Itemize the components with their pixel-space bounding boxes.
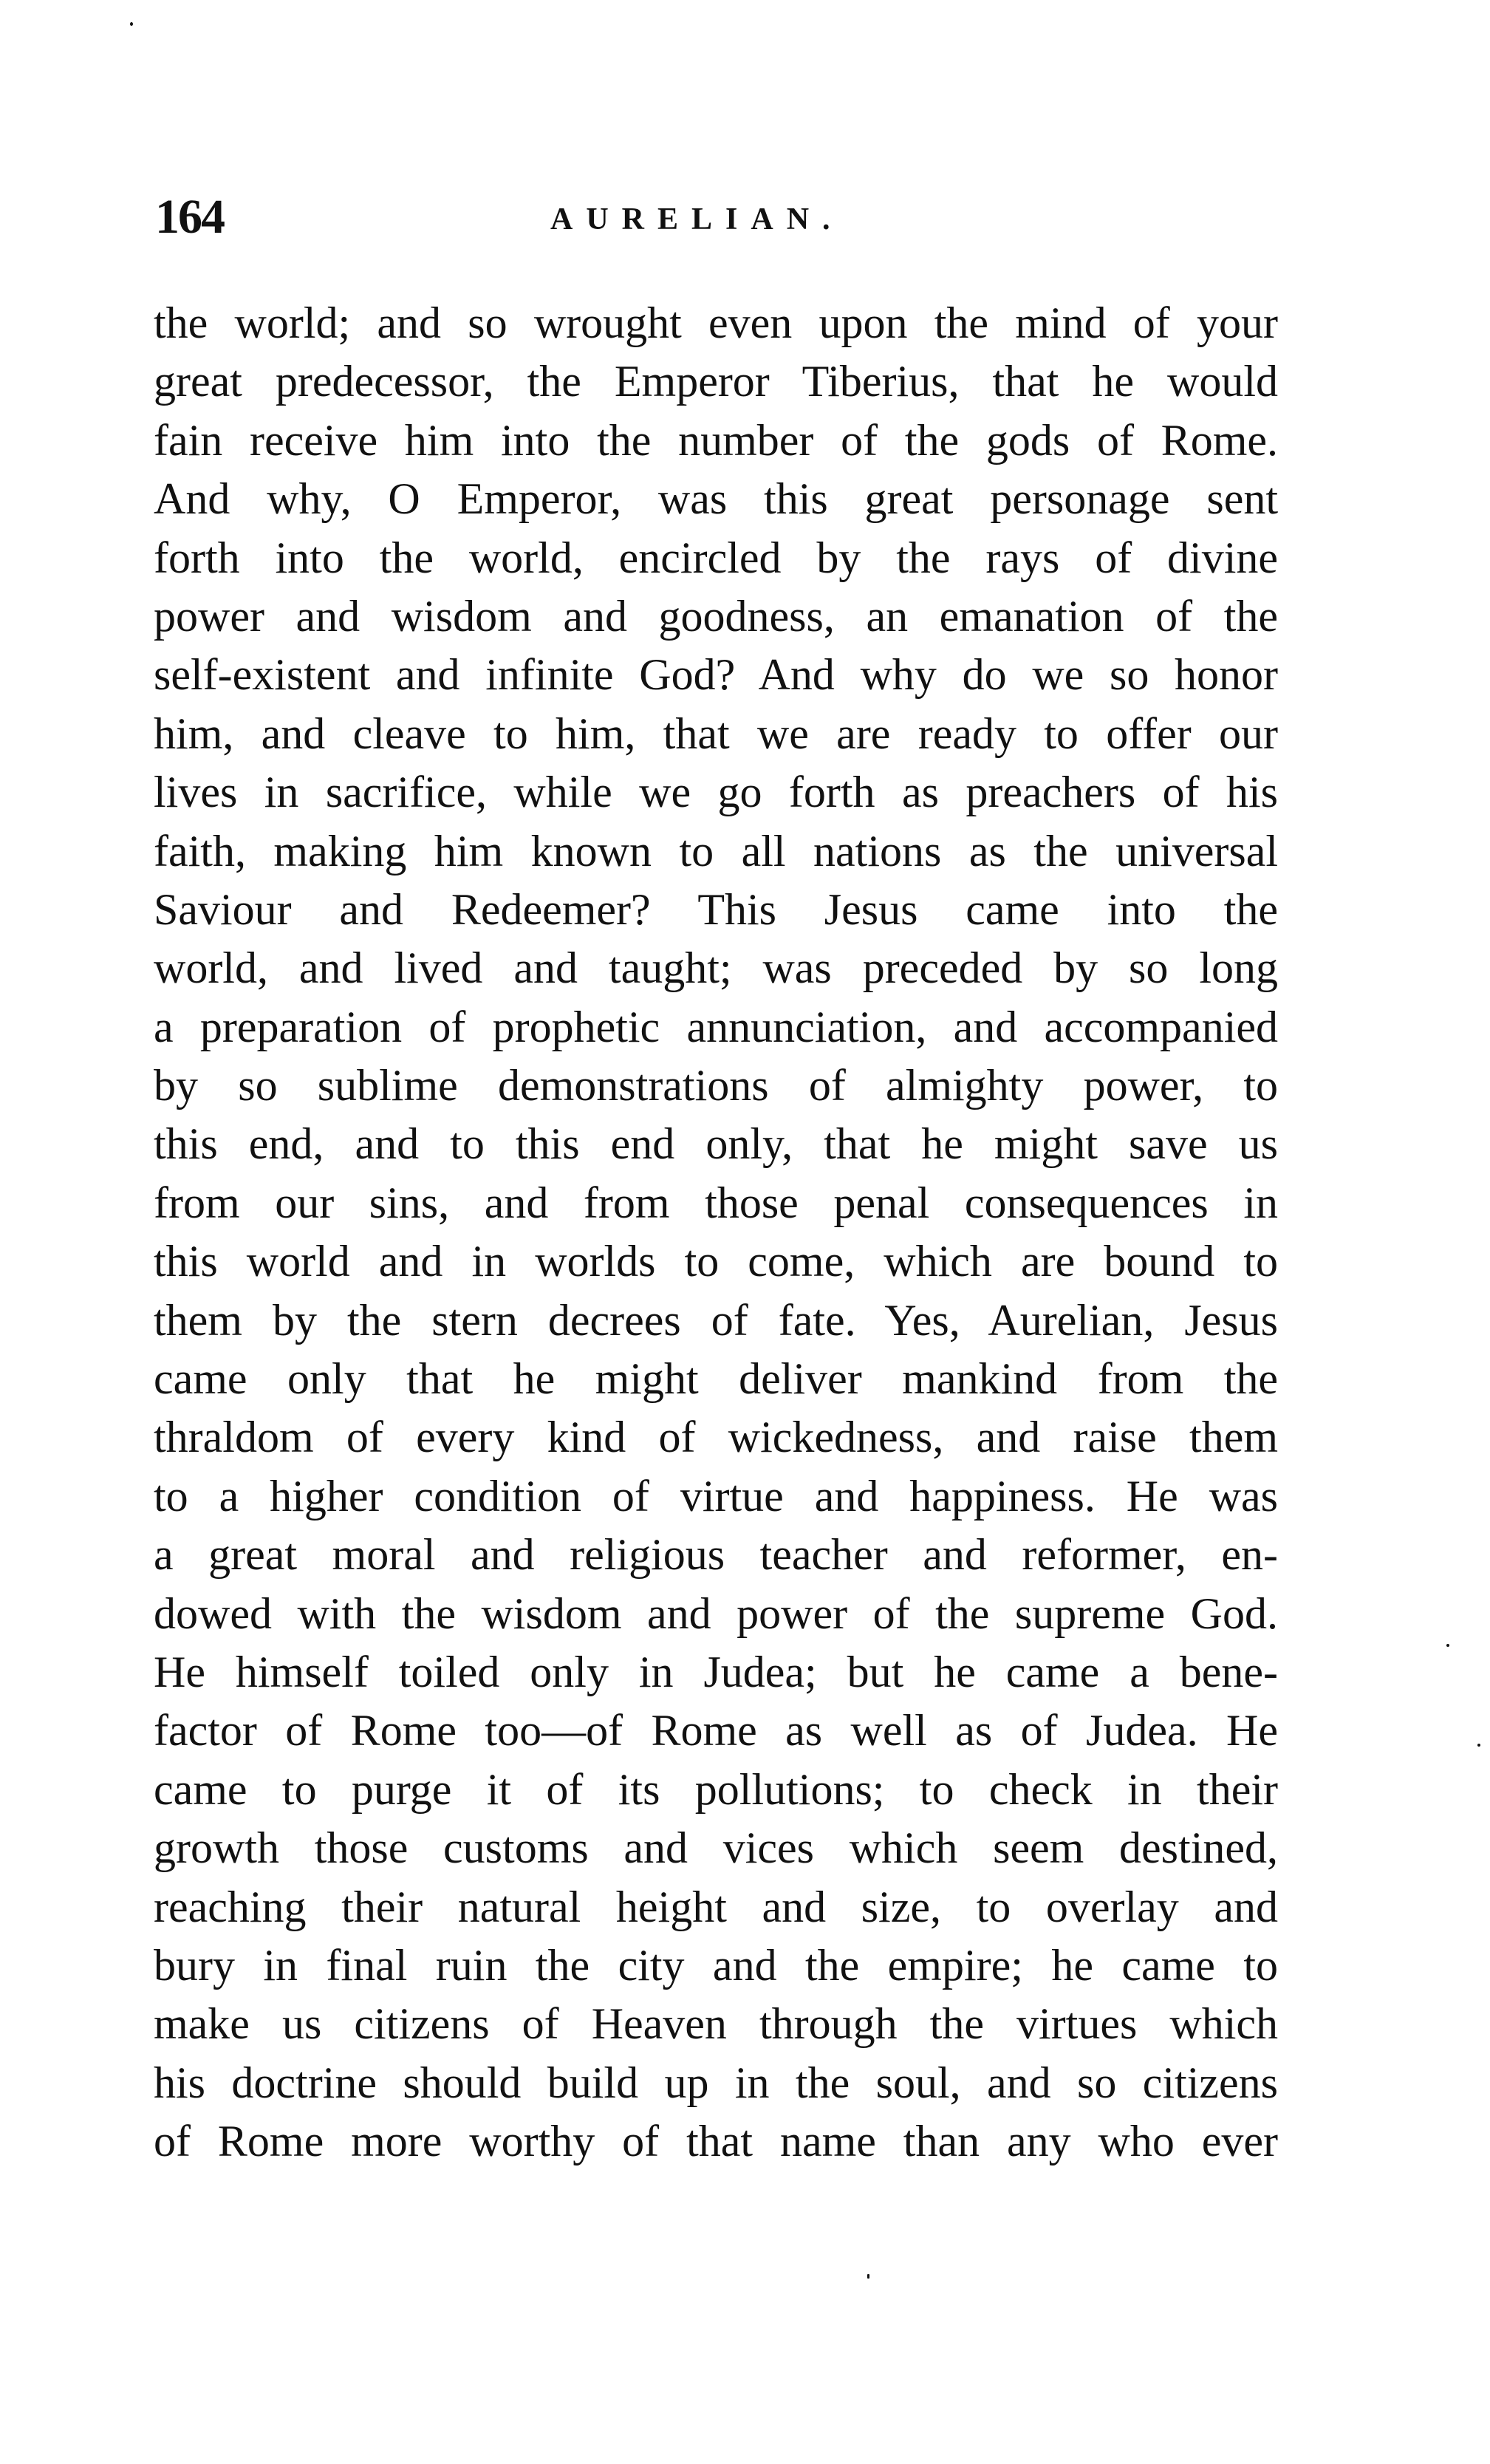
text-line: him, and cleave to him, that we are ready to offer our bbox=[154, 709, 1278, 758]
scan-speck bbox=[130, 22, 133, 26]
body-text bbox=[154, 294, 1278, 2171]
text-line: came to purge it of its pollutions; to check in their bbox=[154, 1764, 1278, 1814]
text-line: dowed with the wisdom and power of the supreme God. bbox=[154, 1588, 1278, 1638]
text-line: faith, making him known to all nations as the universal bbox=[154, 826, 1278, 876]
text-line: thraldom of every kind of wickedness, and raise them bbox=[154, 1413, 1278, 1462]
text-line: factor of Rome too—of Rome as well as of Judea. He bbox=[154, 1706, 1278, 1755]
text-line: Saviour and Redeemer? This Jesus came into the bbox=[154, 884, 1278, 934]
text-line: them by the stern decrees of fate. Yes, Aurelian, Jesus bbox=[154, 1295, 1278, 1345]
text-line: forth into the world, encircled by the rays of divine bbox=[154, 533, 1278, 582]
scan-speck bbox=[1477, 1744, 1480, 1747]
text-line: by so sublime demonstrations of almighty power, to bbox=[154, 1061, 1278, 1110]
text-line: growth those customs and vices which seem destined, bbox=[154, 1823, 1278, 1873]
text-line: power and wisdom and goodness, an emanation of the bbox=[154, 591, 1278, 641]
text-line: to a higher condition of virtue and happiness. He was bbox=[154, 1471, 1278, 1521]
text-line: world, and lived and taught; was preceded by so long bbox=[154, 943, 1278, 993]
text-line: from our sins, and from those penal consequences in bbox=[154, 1178, 1278, 1227]
text-line: great predecessor, the Emperor Tiberius, that he would bbox=[154, 357, 1278, 406]
text-line: lives in sacrifice, while we go forth as preachers of his bbox=[154, 768, 1278, 817]
text-line: a preparation of prophetic annunciation, and accompanied bbox=[154, 1002, 1278, 1051]
text-line: came only that he might deliver mankind from the bbox=[154, 1354, 1278, 1404]
text-line: reaching their natural height and size, to overlay and bbox=[154, 1882, 1278, 1931]
running-title: AURELIAN. bbox=[550, 202, 844, 236]
text-line: fain receive him into the number of the gods of Rome. bbox=[154, 415, 1278, 465]
scan-speck bbox=[1446, 1644, 1449, 1647]
text-line: bury in final ruin the city and the empire; he came to bbox=[154, 1940, 1278, 1990]
text-line: his doctrine should build up in the soul, and so citizens bbox=[154, 2058, 1278, 2107]
text-line: this end, and to this end only, that he might save us bbox=[154, 1119, 1278, 1169]
text-line: this world and in worlds to come, which are bound to bbox=[154, 1237, 1278, 1286]
text-line: He himself toiled only in Judea; but he came a bene- bbox=[154, 1647, 1278, 1696]
text-line: self-existent and infinite God? And why do we so honor bbox=[154, 650, 1278, 700]
text-line: make us citizens of Heaven through the virtues which bbox=[154, 1999, 1278, 2049]
running-head bbox=[155, 190, 1278, 244]
text-line: And why, O Emperor, was this great personage sent bbox=[154, 474, 1278, 524]
text-line: of Rome more worthy of that name than any who ever bbox=[154, 2117, 1278, 2166]
page-number: 164 bbox=[155, 190, 224, 244]
scan-speck bbox=[867, 2274, 869, 2279]
text-line: a great moral and religious teacher and reformer, en- bbox=[154, 1530, 1278, 1580]
text-line: the world; and so wrought even upon the mind of your bbox=[154, 298, 1278, 347]
